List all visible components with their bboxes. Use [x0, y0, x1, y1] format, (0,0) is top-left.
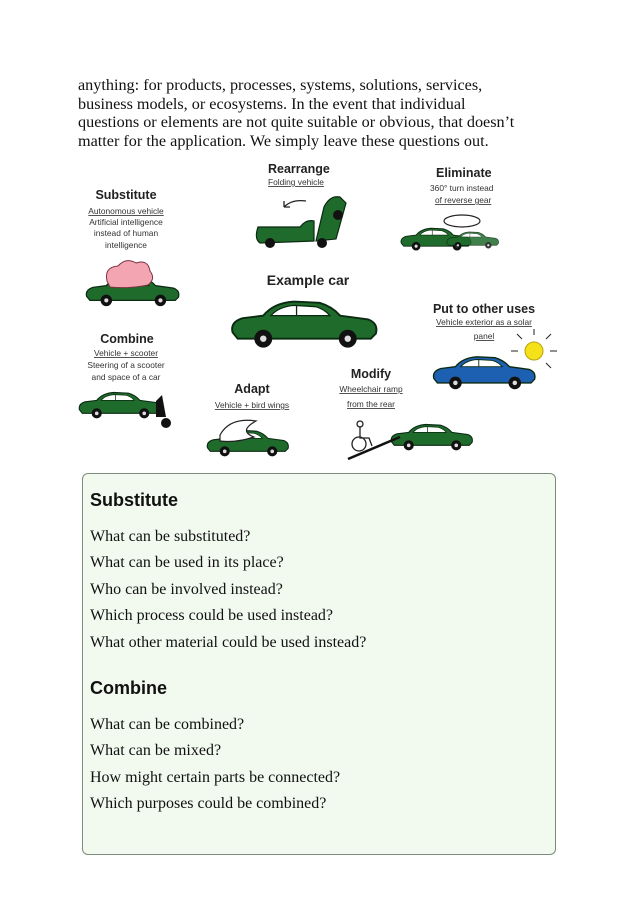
eliminate-caption: 360° turn instead [430, 183, 494, 193]
combine-title: Combine [100, 332, 154, 346]
fold-arrow-icon [284, 201, 306, 207]
questions-box [82, 473, 556, 855]
substitute-caption: Artificial intelligence [89, 217, 163, 227]
substitute-caption: Autonomous vehicle [88, 206, 164, 216]
question-item: Which purposes could be combined? [90, 795, 327, 812]
modify-caption: from the rear [347, 399, 395, 409]
example-car-title: Example car [266, 272, 350, 288]
wheel [317, 238, 327, 248]
sun-icon [525, 342, 543, 360]
question-item: What can be combined? [90, 716, 245, 733]
section-heading-substitute: Substitute [90, 490, 178, 510]
question-item: How might certain parts be connected? [90, 769, 341, 786]
put-to-other-uses-group [433, 302, 557, 389]
eliminate-title: Eliminate [436, 166, 492, 180]
wheel [161, 418, 171, 428]
wheel [333, 210, 343, 220]
example-car-group [232, 272, 376, 348]
put-to-other-uses-title: Put to other uses [432, 302, 536, 316]
question-item: What can be used in its place? [90, 554, 284, 571]
section-heading-combine: Combine [90, 678, 168, 698]
combine-caption: Steering of a scooter [87, 360, 165, 370]
intro-line: questions or elements are not quite suitable or obvious, that doesn’t [78, 113, 515, 132]
solar-car [434, 357, 535, 389]
wheel [265, 238, 275, 248]
intro-line: matter for the application. We simply leave these questions out. [78, 131, 489, 150]
question-item: Who can be involved instead? [90, 581, 283, 598]
rearrange-title: Rearrange [268, 162, 330, 176]
rearrange-caption: Folding vehicle [268, 177, 324, 187]
example-car [232, 302, 376, 348]
intro-line: business models, or ecosystems. In the event that individual [78, 94, 466, 113]
adapt-title: Adapt [234, 382, 270, 396]
wheelchair-icon [352, 421, 372, 451]
scooter-handle-icon [156, 395, 166, 417]
ramp-icon [348, 437, 400, 459]
question-item: What can be mixed? [90, 742, 222, 759]
modify-car [391, 424, 472, 450]
brain-icon [106, 261, 152, 288]
question-item: Which process could be used instead? [90, 607, 334, 624]
intro-line: anything: for products, processes, systems, solutions, services, [78, 76, 483, 94]
adapt-caption: Vehicle + bird wings [214, 400, 290, 410]
combine-caption: and space of a car [91, 372, 161, 382]
put-to-other-uses-caption: Vehicle exterior as a solar [436, 317, 532, 327]
intro-paragraph [78, 76, 568, 150]
modify-caption: Wheelchair ramp [339, 384, 403, 394]
scamper-car-illustration [70, 155, 570, 465]
rearrange-group [256, 162, 346, 248]
combine-caption: Vehicle + scooter [93, 348, 159, 358]
substitute-caption: instead of human [93, 228, 159, 238]
eliminate-caption: of reverse gear [435, 195, 492, 205]
substitute-group [86, 188, 178, 306]
question-item: What other material could be used instead? [90, 634, 367, 651]
rotate-arrow-icon [444, 215, 480, 227]
modify-title: Modify [350, 367, 392, 381]
combine-car [79, 392, 160, 418]
question-item: What can be substituted? [90, 528, 251, 545]
folding-car-front [316, 197, 346, 241]
folding-car-rear [256, 221, 314, 243]
substitute-title: Substitute [95, 188, 157, 202]
adapt-group [207, 382, 289, 456]
eliminate-group [401, 166, 499, 251]
substitute-caption: intelligence [105, 240, 147, 250]
put-to-other-uses-caption: panel [473, 331, 495, 341]
combine-group [79, 332, 171, 428]
